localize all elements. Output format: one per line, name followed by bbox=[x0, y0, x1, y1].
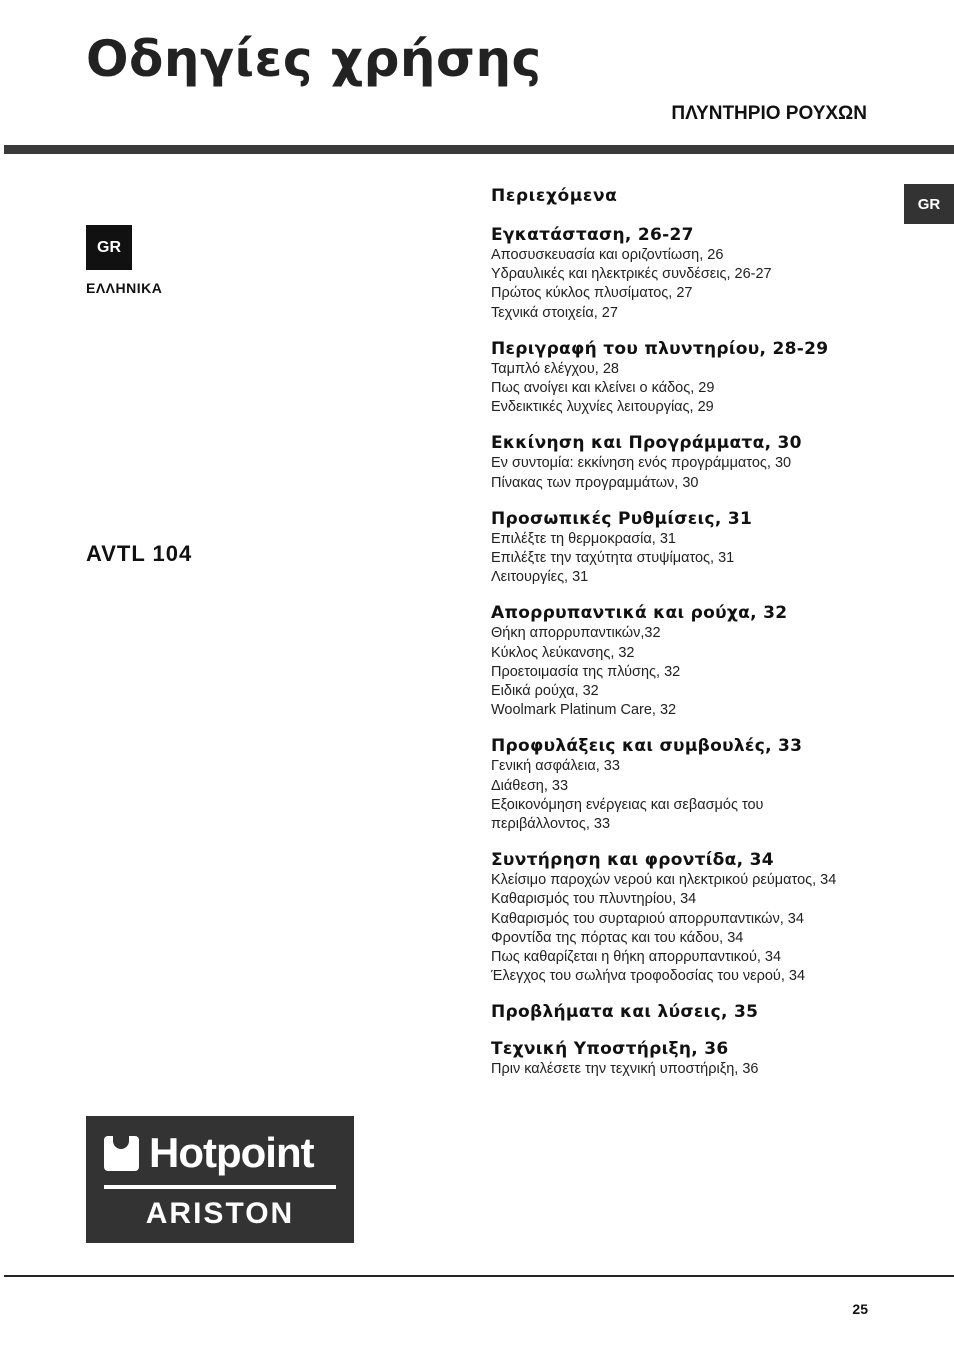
page-subtitle: ΠΛΥΝΤΗΡΙΟ ΡΟΥΧΩΝ bbox=[671, 103, 867, 124]
toc-entry: Επιλέξτε την ταχύτητα στυψίματος, 31 bbox=[491, 550, 735, 567]
toc-sections bbox=[491, 224, 891, 1080]
toc-entry: Προετοιμασία της πλύσης, 32 bbox=[491, 663, 681, 680]
toc-entry: Πρώτος κύκλος πλυσίματος, 27 bbox=[491, 285, 693, 302]
toc-entry: Έλεγχος του σωλήνα τροφοδοσίας του νερού, 34 bbox=[491, 968, 806, 985]
logo-brand-top: Hotpoint bbox=[149, 1129, 314, 1176]
toc-section-title: Προσωπικές Ρυθμίσεις, 31 bbox=[491, 508, 753, 529]
page-number: 25 bbox=[852, 1301, 868, 1317]
toc-entry: περιβάλλοντος, 33 bbox=[491, 816, 611, 833]
bottom-divider bbox=[4, 1275, 954, 1277]
toc-entry: Πίνακας των προγραμμάτων, 30 bbox=[491, 474, 699, 491]
toc-entry: Καθαρισμός του συρταριού απορρυπαντικών, 34 bbox=[491, 910, 804, 927]
toc-entry: Φροντίδα της πόρτας και του κάδου, 34 bbox=[491, 929, 744, 946]
toc-entry: Πριν καλέσετε την τεχνική υποστήριξη, 36 bbox=[491, 1061, 759, 1078]
toc-section bbox=[491, 508, 891, 588]
toc-entry: Εξοικονόμηση ενέργειας και σεβασμός του bbox=[491, 796, 764, 813]
toc-entry: Υδραυλικές και ηλεκτρικές συνδέσεις, 26-27 bbox=[491, 266, 772, 283]
page-title: Οδηγίες χρήσης bbox=[86, 30, 542, 88]
toc-section bbox=[491, 1038, 891, 1079]
toc-section-title: Τεχνική Υποστήριξη, 36 bbox=[491, 1039, 729, 1060]
logo-brand-bottom: ARISTON bbox=[145, 1197, 295, 1230]
toc-section bbox=[491, 432, 891, 492]
toc-entry: Αποσυσκευασία και οριζοντίωση, 26 bbox=[491, 247, 724, 263]
hotpoint-mark-icon bbox=[104, 1136, 139, 1171]
toc-section bbox=[491, 224, 891, 323]
toc-entry: Λειτουργίες, 31 bbox=[491, 569, 589, 586]
table-of-contents bbox=[491, 186, 891, 1095]
brand-logo bbox=[86, 1116, 354, 1243]
toc-entry: Πως ανοίγει και κλείνει ο κάδος, 29 bbox=[491, 380, 715, 397]
toc-entry: Τεχνικά στοιχεία, 27 bbox=[491, 304, 618, 321]
logo-top-row bbox=[104, 1129, 314, 1176]
toc-heading: Περιεχόμενα bbox=[491, 186, 618, 206]
toc-section-title: Προφυλάξεις και συμβουλές, 33 bbox=[491, 736, 803, 757]
toc-entry: Γενική ασφάλεια, 33 bbox=[491, 758, 620, 775]
toc-section-title: Προβλήματα και λύσεις, 35 bbox=[491, 1002, 759, 1023]
toc-entry: Ενδεικτικές λυχνίες λειτουργίας, 29 bbox=[491, 399, 714, 416]
language-side-tab: GR bbox=[904, 184, 954, 224]
toc-section-title: Περιγραφή του πλυντηρίου, 28-29 bbox=[491, 338, 829, 359]
top-divider bbox=[4, 145, 954, 154]
toc-entry: Κλείσιμο παροχών νερού και ηλεκτρικού ρεύματος, 34 bbox=[491, 872, 837, 889]
toc-entry: Επιλέξτε τη θερμοκρασία, 31 bbox=[491, 530, 676, 547]
toc-section-title: Απορρυπαντικά και ρούχα, 32 bbox=[491, 603, 788, 624]
toc-entry: Ειδικά ρούχα, 32 bbox=[491, 683, 599, 700]
toc-section-title: Εγκατάσταση, 26-27 bbox=[491, 225, 694, 245]
toc-section bbox=[491, 1001, 891, 1023]
toc-entry: Θήκη απορρυπαντικών,32 bbox=[491, 625, 661, 642]
toc-entry: Κύκλος λεύκανσης, 32 bbox=[491, 644, 635, 661]
model-name: AVTL 104 bbox=[86, 541, 193, 566]
toc-section-title: Εκκίνηση και Προγράμματα, 30 bbox=[491, 433, 802, 454]
toc-entry: Πως καθαρίζεται η θήκη απορρυπαντικού, 34 bbox=[491, 949, 782, 966]
toc-section bbox=[491, 849, 891, 986]
toc-section bbox=[491, 338, 891, 418]
toc-entry: Διάθεση, 33 bbox=[491, 777, 569, 794]
logo-divider bbox=[104, 1185, 336, 1189]
toc-entry: Ταμπλό ελέγχου, 28 bbox=[491, 360, 619, 377]
toc-entry: Woolmark Platinum Care, 32 bbox=[491, 702, 677, 719]
language-code-badge: GR bbox=[86, 225, 132, 270]
toc-section bbox=[491, 602, 891, 720]
toc-entry: Καθαρισμός του πλυντηρίου, 34 bbox=[491, 891, 697, 908]
language-name: ΕΛΛΗΝΙΚΑ bbox=[86, 280, 163, 296]
toc-section-title: Συντήρηση και φροντίδα, 34 bbox=[491, 850, 774, 871]
toc-section bbox=[491, 735, 891, 834]
toc-entry: Εν συντομία: εκκίνηση ενός προγράμματος, 30 bbox=[491, 455, 792, 472]
